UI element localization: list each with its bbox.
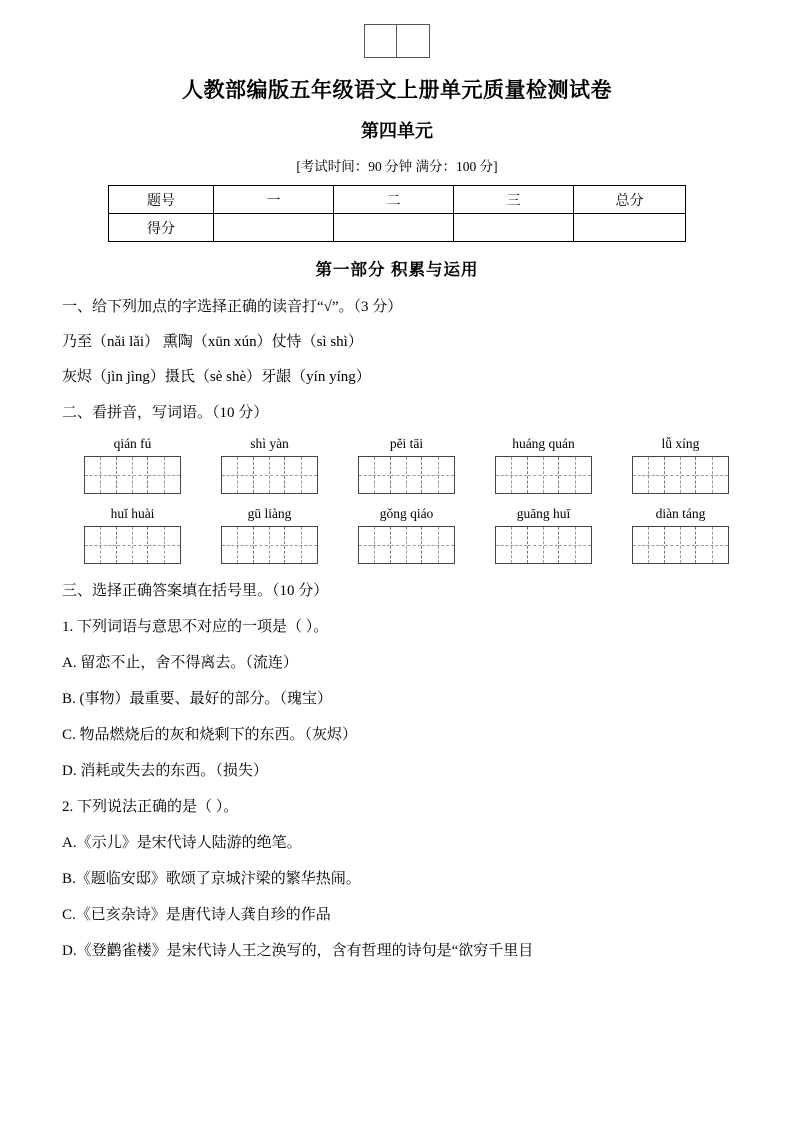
question-3-heading: 三、选择正确答案填在括号里。（10 分）	[62, 583, 329, 599]
unit-subtitle: 第四单元	[361, 121, 433, 141]
writing-grid[interactable]	[632, 456, 729, 494]
pinyin-item	[632, 436, 729, 494]
writing-cell[interactable]	[222, 457, 254, 493]
pinyin-row-2	[62, 506, 732, 564]
score-table-cell: 一	[214, 186, 334, 214]
writing-grid[interactable]	[358, 456, 455, 494]
writing-cell[interactable]	[559, 457, 591, 493]
grid-cell	[365, 25, 397, 57]
score-table-cell: 得分	[109, 214, 214, 242]
page-title: 人教部编版五年级语文上册单元质量检测试卷	[182, 79, 612, 102]
writing-cell[interactable]	[117, 457, 149, 493]
writing-cell[interactable]	[117, 527, 149, 563]
pinyin-row-1	[62, 436, 732, 494]
writing-cell[interactable]	[496, 527, 528, 563]
question-3-option[interactable]: B.《题临安邸》歌颂了京城汴梁的繁华热闹。	[62, 871, 361, 887]
question-3-option[interactable]: D.《登鹳雀楼》是宋代诗人王之涣写的，含有哲理的诗句是“欲穷千里目	[62, 943, 534, 959]
writing-cell[interactable]	[285, 457, 317, 493]
writing-cell[interactable]	[559, 527, 591, 563]
score-table-cell: 二	[334, 186, 454, 214]
question-3-option[interactable]: A. 留恋不止，舍不得离去。（流连）	[62, 655, 298, 671]
writing-cell[interactable]	[148, 527, 180, 563]
writing-cell[interactable]	[422, 457, 454, 493]
question-1-line: 灰烬（jìn jìng）摄氏（sè shè）牙龈（yín yíng）	[62, 369, 371, 385]
writing-grid[interactable]	[84, 526, 181, 564]
character-grid-box	[364, 24, 430, 58]
pinyin-item	[358, 506, 455, 564]
writing-cell[interactable]	[222, 527, 254, 563]
writing-cell[interactable]	[528, 527, 560, 563]
writing-grid[interactable]	[632, 526, 729, 564]
pinyin-label: diàn táng	[655, 506, 706, 521]
question-3-option[interactable]: A.《示儿》是宋代诗人陆游的绝笔。	[62, 835, 302, 851]
pinyin-item	[495, 436, 592, 494]
pinyin-writing-block	[62, 436, 732, 564]
writing-cell[interactable]	[391, 527, 423, 563]
pinyin-label: qián fú	[113, 436, 152, 451]
score-table-cell: 题号	[109, 186, 214, 214]
question-3-option[interactable]: C.《已亥杂诗》是唐代诗人龚自珍的作品	[62, 907, 331, 923]
pinyin-label: gǒng qiáo	[379, 506, 434, 521]
question-1-heading: 一、给下列加点的字选择正确的读音打“√”。（3 分）	[62, 299, 403, 315]
writing-cell[interactable]	[665, 527, 697, 563]
grid-cell	[397, 25, 429, 57]
writing-grid[interactable]	[495, 526, 592, 564]
writing-cell[interactable]	[496, 457, 528, 493]
question-3-item: 2. 下列说法正确的是（ ）。	[62, 799, 239, 815]
pinyin-item	[84, 436, 181, 494]
pinyin-label: lǚ xíng	[661, 436, 700, 451]
pinyin-item	[358, 436, 455, 494]
writing-cell[interactable]	[391, 457, 423, 493]
writing-grid[interactable]	[358, 526, 455, 564]
writing-cell[interactable]	[254, 527, 286, 563]
question-3-option[interactable]: D. 消耗或失去的东西。（损失）	[62, 763, 268, 779]
writing-grid[interactable]	[495, 456, 592, 494]
score-table-cell: 总分	[574, 186, 686, 214]
table-row	[109, 214, 686, 242]
writing-cell[interactable]	[359, 527, 391, 563]
pinyin-label: huǐ huài	[110, 506, 155, 521]
question-3-option[interactable]: B. (事物）最重要、最好的部分。（瑰宝）	[62, 691, 333, 707]
writing-grid[interactable]	[221, 456, 318, 494]
question-2-heading: 二、看拼音，写词语。（10 分）	[62, 405, 269, 421]
part-one-heading: 第一部分 积累与运用	[315, 261, 479, 279]
top-character-grid	[62, 0, 732, 58]
table-row	[109, 186, 686, 214]
writing-grid[interactable]	[84, 456, 181, 494]
pinyin-label: gū liàng	[247, 506, 292, 521]
score-table-cell	[454, 214, 574, 242]
writing-cell[interactable]	[422, 527, 454, 563]
score-table-cell	[214, 214, 334, 242]
writing-grid[interactable]	[221, 526, 318, 564]
writing-cell[interactable]	[85, 457, 117, 493]
writing-cell[interactable]	[665, 457, 697, 493]
score-table-cell: 三	[454, 186, 574, 214]
writing-cell[interactable]	[696, 457, 728, 493]
question-3-item: 1. 下列词语与意思不对应的一项是（ ）。	[62, 619, 329, 635]
writing-cell[interactable]	[633, 527, 665, 563]
score-table	[108, 185, 686, 242]
writing-cell[interactable]	[633, 457, 665, 493]
exam-info: [考试时间：90 分钟 满分：100 分]	[296, 159, 498, 174]
writing-cell[interactable]	[696, 527, 728, 563]
question-1-line: 乃至（nǎi lǎi） 熏陶（xūn xún）仗恃（sì shì）	[62, 334, 363, 350]
writing-cell[interactable]	[528, 457, 560, 493]
pinyin-label: guāng huī	[516, 506, 571, 521]
score-table-cell	[334, 214, 454, 242]
writing-cell[interactable]	[148, 457, 180, 493]
pinyin-item	[632, 506, 729, 564]
pinyin-item	[221, 436, 318, 494]
score-table-cell	[574, 214, 686, 242]
writing-cell[interactable]	[359, 457, 391, 493]
question-3-option[interactable]: C. 物品燃烧后的灰和烧剩下的东西。（灰烬）	[62, 727, 358, 743]
pinyin-label: shì yàn	[250, 436, 289, 451]
pinyin-label: pěi tāi	[389, 436, 424, 451]
pinyin-item	[221, 506, 318, 564]
pinyin-label: huáng quán	[512, 436, 575, 451]
pinyin-item	[84, 506, 181, 564]
writing-cell[interactable]	[85, 527, 117, 563]
pinyin-item	[495, 506, 592, 564]
writing-cell[interactable]	[285, 527, 317, 563]
writing-cell[interactable]	[254, 457, 286, 493]
